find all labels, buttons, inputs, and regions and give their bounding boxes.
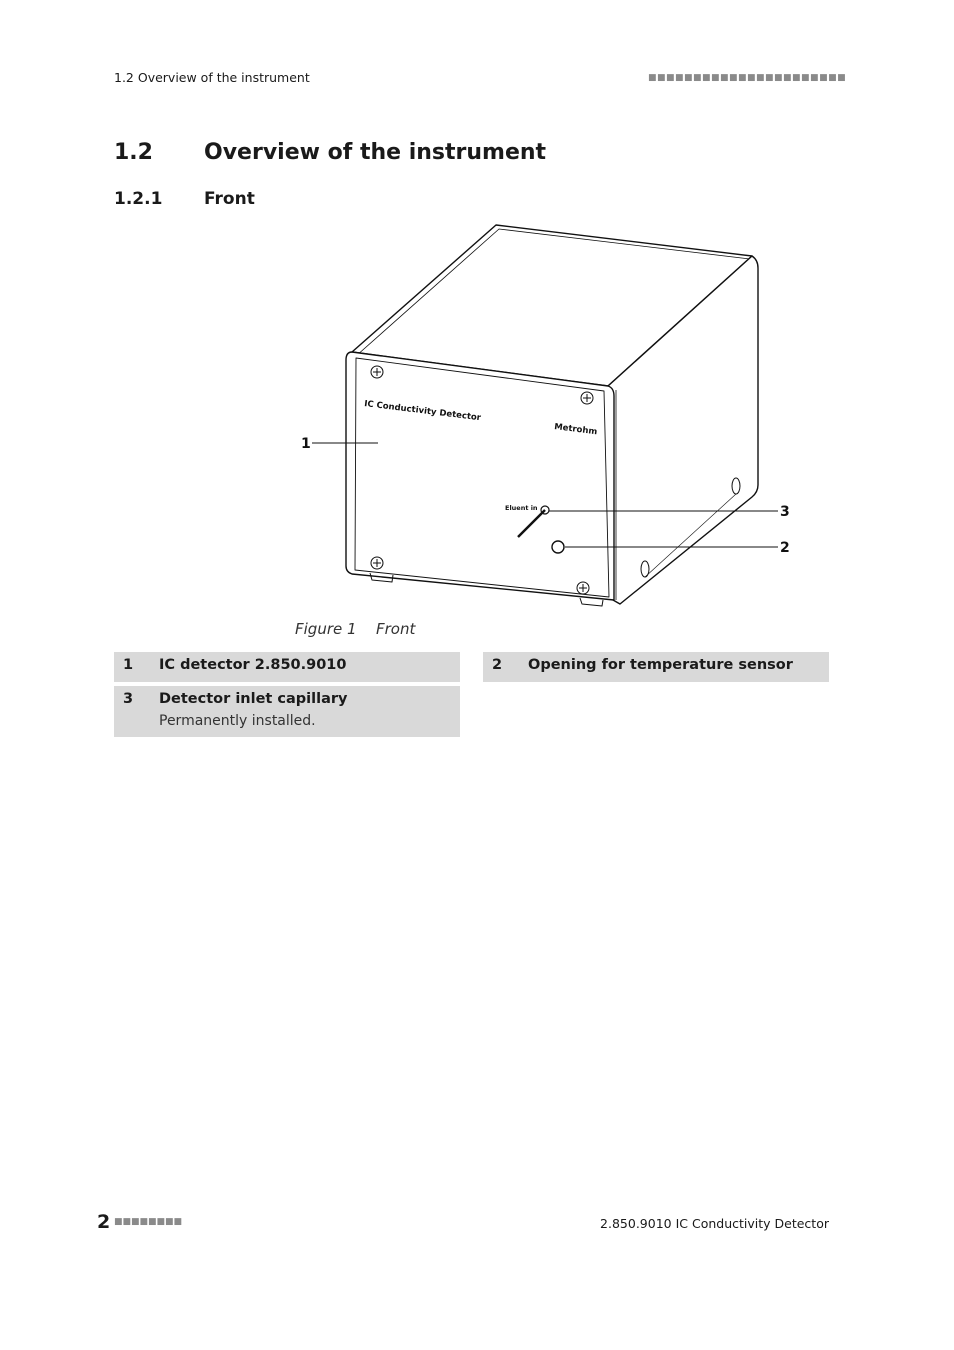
callout-1: 1 <box>301 436 311 452</box>
legend-number: 3 <box>123 691 134 707</box>
legend-item <box>483 652 829 682</box>
legend-number: 1 <box>123 657 134 673</box>
legend-description: Permanently installed. <box>159 713 316 729</box>
page-number: 2 <box>97 1211 111 1233</box>
device-label: IC Conductivity Detector <box>363 399 482 424</box>
callout-3: 3 <box>780 504 790 520</box>
callout-2: 2 <box>780 540 790 556</box>
subsection-heading <box>114 189 255 209</box>
legend-title: Detector inlet capillary <box>159 691 348 707</box>
legend-title: Opening for temperature sensor <box>528 657 793 673</box>
legend-item <box>114 652 460 682</box>
figure-title: Front <box>376 620 416 638</box>
section-heading <box>114 140 546 165</box>
legend-title: IC detector 2.850.9010 <box>159 657 347 673</box>
instrument-front-illustration <box>290 218 810 618</box>
document-title: 2.850.9010 IC Conductivity Detector <box>600 1216 829 1231</box>
brand-logo: Metrohm <box>553 422 598 438</box>
subsection-title: Front <box>204 189 255 209</box>
running-header-title: 1.2 Overview of the instrument <box>114 70 310 85</box>
section-title: Overview of the instrument <box>204 140 547 165</box>
figure-caption <box>295 620 415 638</box>
figure-label: Figure 1 <box>295 620 357 638</box>
subsection-number: 1.2.1 <box>114 189 163 209</box>
section-number: 1.2 <box>114 140 153 165</box>
header-decoration: ■■■■■■■■■■■■■■■■■■■■■■ <box>648 73 847 83</box>
legend-item <box>114 686 460 737</box>
footer-decoration: ■■■■■■■■ <box>114 1217 183 1227</box>
device-front-frame <box>346 352 614 600</box>
legend-number: 2 <box>492 657 503 673</box>
inlet-label: Eluent in <box>505 504 538 512</box>
